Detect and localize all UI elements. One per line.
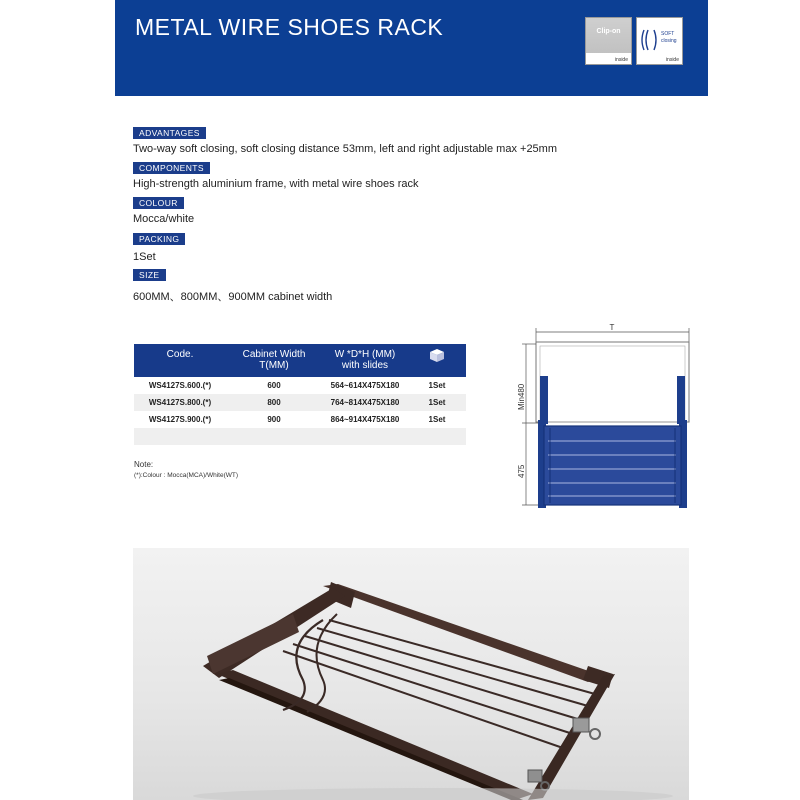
soft-closing-logo-bottom: closing <box>661 38 677 44</box>
soft-closing-logo-inside: inside <box>665 57 679 63</box>
size-text: 600MM、800MM、900MM cabinet width <box>133 291 333 303</box>
components-text: High-strength aluminium frame, with metal wire shoes rack <box>133 178 419 190</box>
components-label: COMPONENTS <box>133 162 210 174</box>
table-row: WS4127S.900.(*) 900 864~914X475X180 1Set <box>148 415 446 424</box>
size-label: SIZE <box>133 269 166 281</box>
header-code: Code. <box>166 349 194 360</box>
advantages-label: ADVANTAGES <box>133 127 206 139</box>
soft-closing-logo <box>636 17 683 65</box>
page-title: METAL WIRE SHOES RACK <box>135 14 444 40</box>
note-title: Note: <box>134 460 154 469</box>
soft-closing-logo-top: SOFT <box>661 31 675 37</box>
table-row: WS4127S.600.(*) 600 564~614X475X180 1Set <box>148 381 446 390</box>
box-icon <box>408 347 466 366</box>
note-body: (*):Colour : Mocca(MCA)/White(WT) <box>134 472 239 479</box>
clip-on-logo-text: Clip-on <box>596 28 621 35</box>
soft-closing-icon <box>640 28 660 52</box>
spec-table <box>134 344 466 445</box>
table-row-empty <box>134 428 466 445</box>
product-photo <box>133 548 689 800</box>
advantages-text: Two-way soft closing, soft closing distance 53mm, left and right adjustable max +25mm <box>133 143 557 155</box>
packing-text: 1Set <box>133 251 156 263</box>
height-label: Min480 <box>517 383 526 410</box>
clip-on-logo-inside: inside <box>614 57 628 63</box>
depth-label: 475 <box>517 464 526 478</box>
colour-label: COLOUR <box>133 197 184 209</box>
table-row: WS4127S.800.(*) 800 764~814X475X180 1Set <box>134 394 466 411</box>
table-header <box>134 344 466 377</box>
header-dimensions: W *D*H (MM) with slides <box>334 349 396 371</box>
colour-text: Mocca/white <box>133 213 195 225</box>
shoe-rack-illustration <box>133 548 689 800</box>
header-cabinet-width: Cabinet Width T(MM) <box>242 349 306 371</box>
header-banner <box>115 0 708 96</box>
packing-label: PACKING <box>133 233 185 245</box>
width-label: T <box>609 323 615 332</box>
clip-on-logo <box>585 17 632 65</box>
dimension-diagram <box>516 320 696 515</box>
